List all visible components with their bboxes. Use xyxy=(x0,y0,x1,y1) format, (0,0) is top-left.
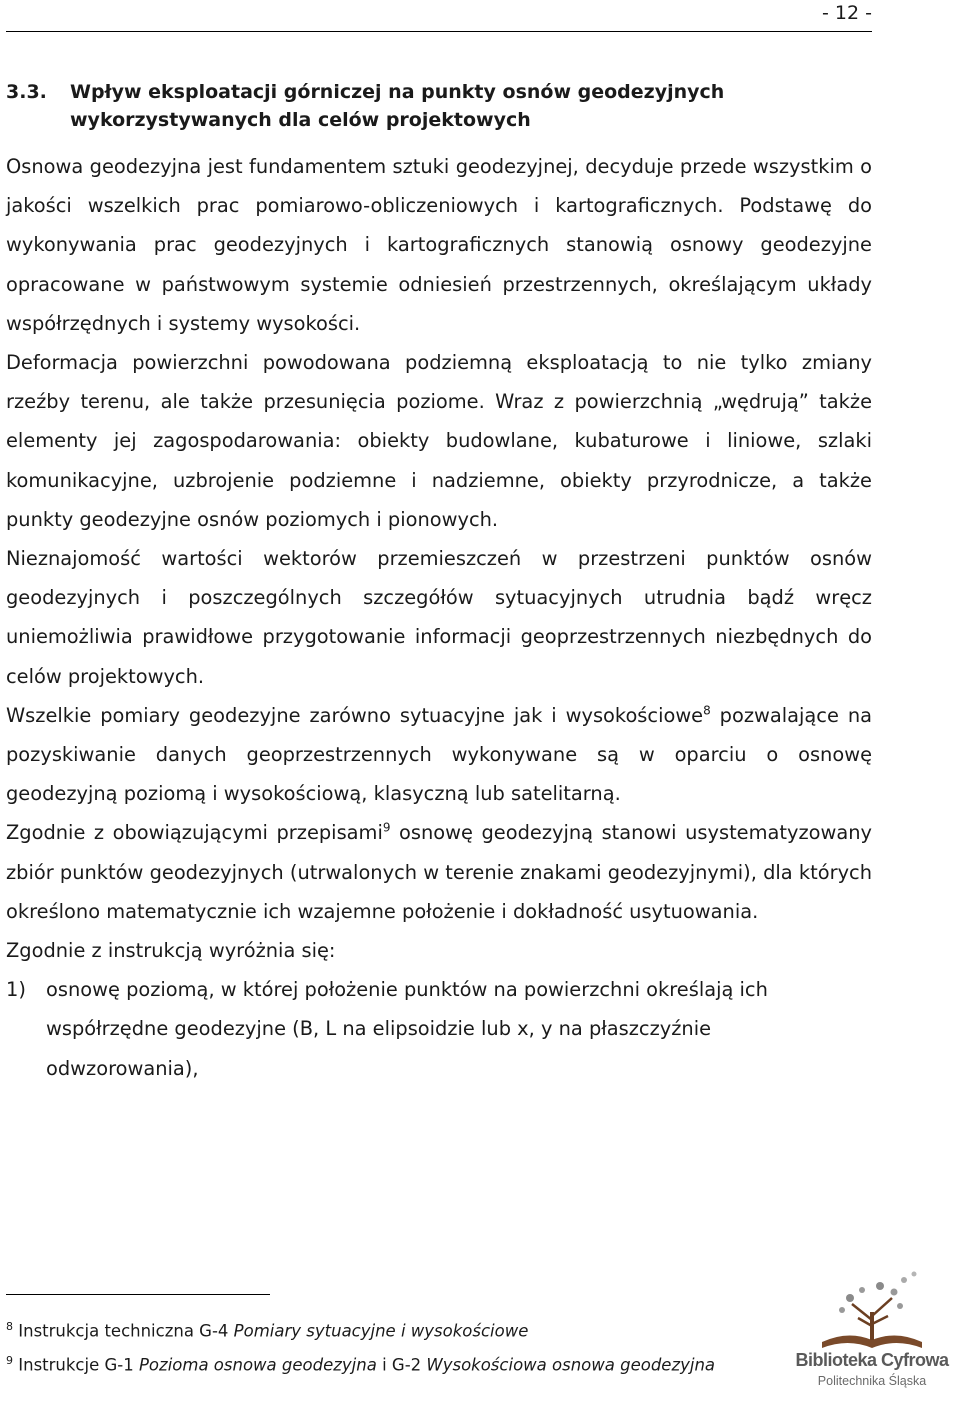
paragraph-1: Osnowa geodezyjna jest fundamentem sztuki geodezyjnej, decyduje przede wszystkim o jakości wszelkich prac pomiarowo-obliczeniowych i kartograficznych. Podstawę do wykonywania prac geodezyjnych i kartograficznych stanowią osnowy geodezyjne opracowane w państwowym systemie odniesień przestrzennych, określającym układy współrzędnych i systemy wysokości. xyxy=(6,155,872,335)
paragraph-2: Deformacja powierzchni powodowana podziemną eksploatacją to nie tylko zmiany rzeźby terenu, ale także przesunięcia poziome. Wraz z powierzchnią „wędrują” także elementy jej zagospodarowania: obiekty budowlane, kubaturowe i liniowe, szlaki komunikacyjne, uzbrojenie podziemne i nadziemne, obiekty przyrodnicze, a także punkty geodezyjne osnów poziomych i pionowych. xyxy=(6,351,872,531)
logo-subtitle: Politechnika Śląska xyxy=(817,1374,927,1388)
footnote-9 xyxy=(6,1354,715,1375)
paragraph-6: Zgodnie z instrukcją wyróżnia się: xyxy=(6,939,336,963)
footnote-ref-9[interactable]: 9 xyxy=(382,820,391,835)
paragraph-5-text-b: osnowę geodezyjną stanowi usystematyzowany zbiór punktów geodezyjnych (utrwalonych w terenie znakami geodezyjnymi), dla których określono matematycznie ich wzajemne położenie i dokładność usytuowania. xyxy=(6,821,872,923)
footnote-8 xyxy=(6,1320,528,1341)
page-number: - 12 - xyxy=(822,2,872,24)
footnote-9-title-b: Wysokościowa osnowa geodezyjna xyxy=(426,1355,716,1375)
list-marker: 1) xyxy=(6,978,26,1002)
body-text xyxy=(6,147,872,1088)
footnote-9-text-b: i G-2 xyxy=(376,1355,427,1375)
footnote-separator xyxy=(6,1294,270,1295)
book-tree-icon xyxy=(788,1268,956,1352)
footnote-8-text: Instrukcja techniczna G-4 xyxy=(18,1321,234,1341)
paragraph-3: Nieznajomość wartości wektorów przemieszczeń w przestrzeni punktów osnów geodezyjnych i poszczególnych szczegółów sytuacyjnych utrudnia bądź wręcz uniemożliwia prawidłowe przygotowanie informacji geoprzestrzennych niezbędnych do celów projektowych. xyxy=(6,547,872,688)
footnote-9-number: 9 xyxy=(6,1354,13,1367)
footnote-9-text-a: Instrukcje G-1 xyxy=(18,1355,139,1375)
paragraph-5-text-a: Zgodnie z obowiązującymi przepisami xyxy=(6,821,383,845)
library-logo[interactable] xyxy=(788,1268,956,1400)
footnote-9-title-a: Pozioma osnowa geodezyjna xyxy=(138,1355,377,1375)
footnote-8-number: 8 xyxy=(6,1320,13,1333)
paragraph-4-text-a: Wszelkie pomiary geodezyjne zarówno sytuacyjne jak i wysokościowe xyxy=(6,703,704,727)
footnote-8-title: Pomiary sytuacyjne i wysokościowe xyxy=(233,1321,529,1341)
paragraph-4 xyxy=(6,696,872,814)
paragraph-4-text-b: pozwalające na pozyskiwanie danych geoprzestrzennych wykonywane są w oparciu o osnowę geodezyjną poziomą i wysokościową, klasyczną lub satelitarną. xyxy=(6,703,872,806)
footnote-ref-8[interactable]: 8 xyxy=(703,703,711,718)
list-item xyxy=(6,970,872,1088)
section-heading xyxy=(6,78,872,134)
list-item-text: osnowę poziomą, w której położenie punktów na powierzchni określają ich współrzędne geodezyjne (B, L na elipsoidzie lub x, y na płaszczyźnie odwzorowania), xyxy=(46,978,768,1080)
header-rule xyxy=(6,31,872,32)
section-number: 3.3. xyxy=(6,81,47,103)
section-title: Wpływ eksploatacji górniczej na punkty osnów geodezyjnych wykorzystywanych dla celów projektowych xyxy=(70,81,725,131)
logo-title: Biblioteka Cyfrowa xyxy=(795,1350,949,1370)
paragraph-5 xyxy=(6,813,872,931)
